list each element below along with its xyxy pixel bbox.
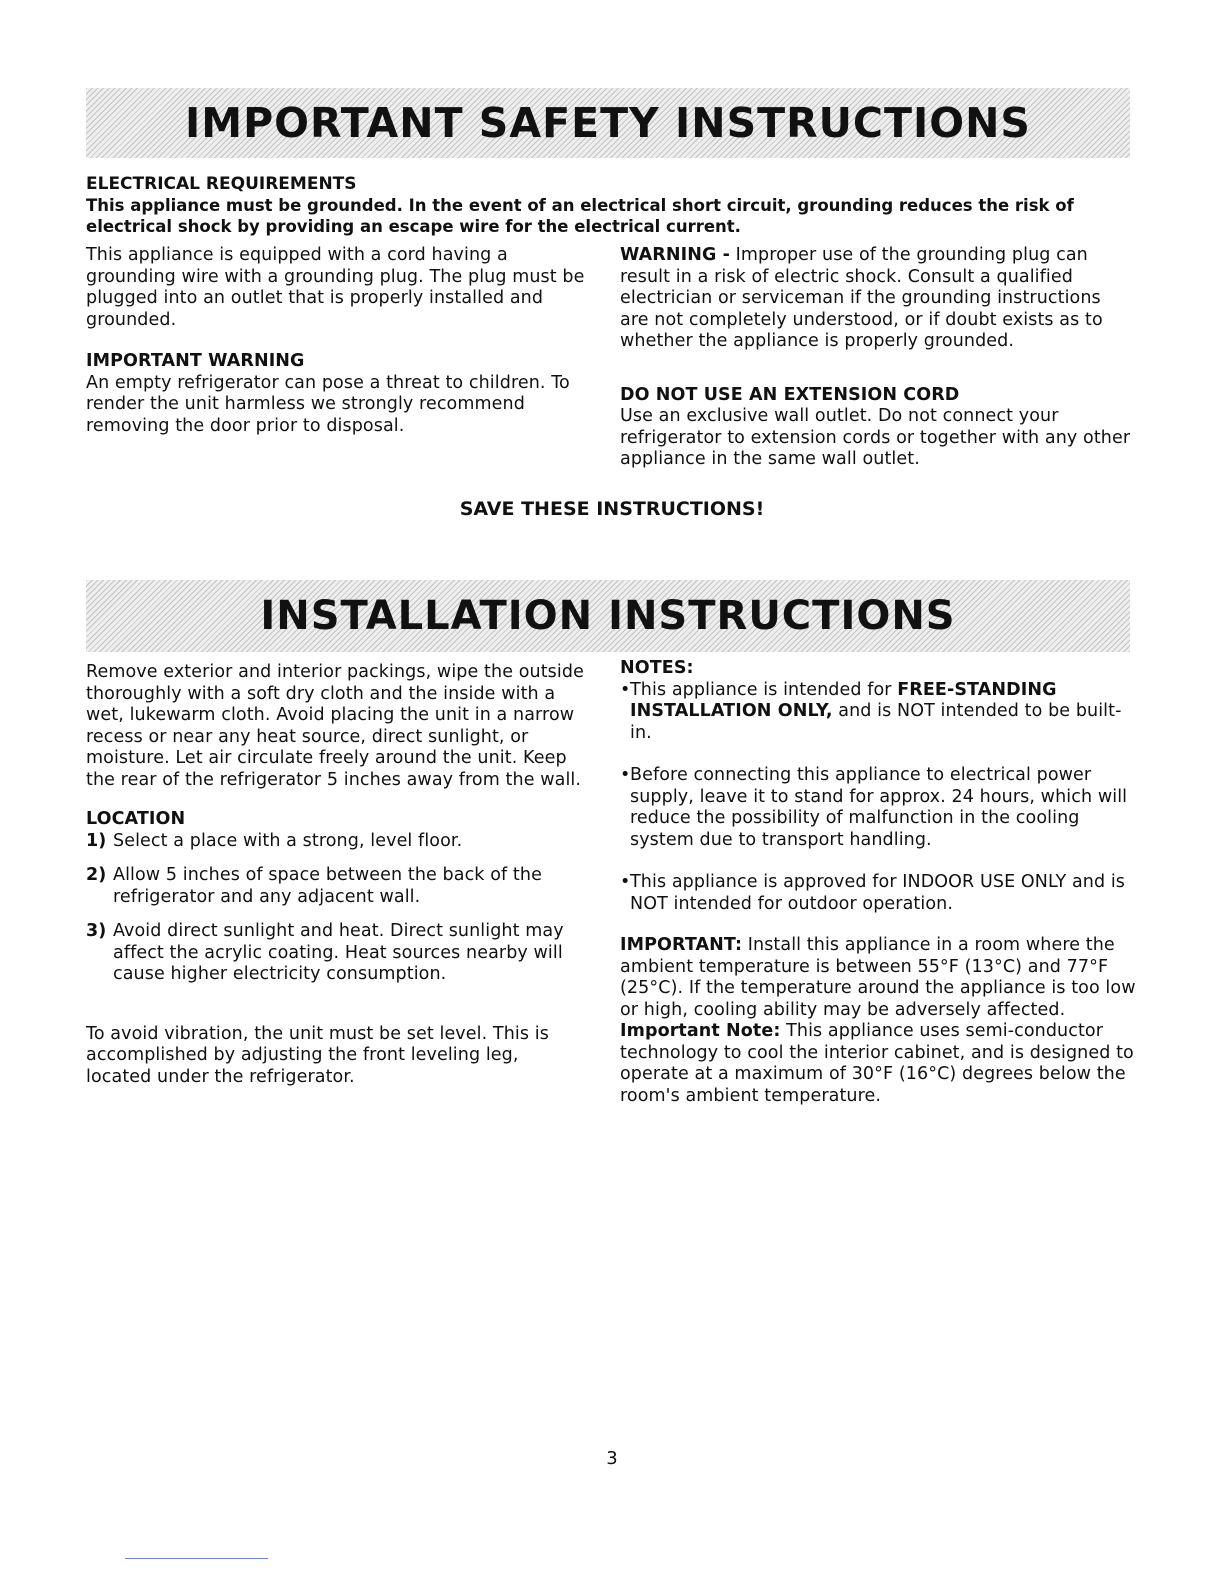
warning-paragraph xyxy=(620,245,1135,353)
page-number: 3 xyxy=(606,1448,618,1469)
important-note-paragraph xyxy=(620,1021,1140,1107)
important-note-label: Important Note: xyxy=(620,1021,781,1041)
important-label: IMPORTANT: xyxy=(620,935,743,955)
location-step xyxy=(86,921,586,986)
bullet-icon: • xyxy=(620,872,631,892)
installation-intro: Remove exterior and interior packings, wipe the outside thoroughly with a soft dry cloth and the inside with a wet, lukewarm cloth. Avoid placing the unit in a narrow recess or near any heat source, direct sunlight, or moisture. Let air circulate freely around the unit. Keep the rear of the refrigerator 5 inches away from the wall. xyxy=(86,662,584,790)
save-instructions-text: SAVE THESE INSTRUCTIONS! xyxy=(459,498,765,520)
safety-right-column xyxy=(620,245,1135,471)
step-text: Allow 5 inches of space between the back of the refrigerator and any adjacent wall. xyxy=(113,865,542,907)
bullet-icon: • xyxy=(620,679,631,700)
cord-text: This appliance is equipped with a cord having a grounding wire with a grounding plug. The plug must be plugged into an outlet that is properly installed and grounded. xyxy=(86,245,585,330)
important-text: Install this appliance in a room where the ambient temperature is between 55°F (13°C) and 77°F (25°C). If the temperature around the appliance is too low or high, cooling ability may be adversely affected. xyxy=(620,935,1136,1020)
important-paragraph xyxy=(620,935,1140,1021)
important-note-text: This appliance uses semi-conductor technology to cool the interior cabinet, and is designed to operate at a maximum of 30°F (16°C) degrees below the room's ambient temperature. xyxy=(620,1021,1134,1106)
warning-text: Improper use of the grounding plug can result in a risk of electric shock. Consult a qualified electrician or serviceman if the grounding instructions are not completely understood, or if doubt exists as to whether the appliance is properly grounded. xyxy=(620,245,1103,351)
vibration-text: To avoid vibration, the unit must be set level. This is accomplished by adjusting the front leveling leg, located under the refrigerator. xyxy=(86,1023,549,1087)
warning-label: WARNING - xyxy=(620,245,730,265)
step-number: 3) xyxy=(86,921,107,941)
safety-banner: IMPORTANT SAFETY INSTRUCTIONS xyxy=(86,88,1130,158)
footer-rule xyxy=(125,1558,268,1559)
installation-right-column xyxy=(620,658,1140,1107)
note-text: This appliance is intended for FREE-STANDING INSTALLATION ONLY, and is NOT intended to be built-in. xyxy=(630,679,1122,743)
notes-heading: NOTES: xyxy=(620,658,694,678)
step-text: Avoid direct sunlight and heat. Direct sunlight may affect the acrylic coating. Heat sources nearby will cause higher electricity consumption. xyxy=(113,921,564,984)
location-step xyxy=(86,865,586,908)
note-item xyxy=(620,680,1140,745)
important-warning-heading: IMPORTANT WARNING xyxy=(86,351,305,371)
important-warning-text: An empty refrigerator can pose a threat to children. To render the unit harmless we strongly recommend removing the door prior to disposal. xyxy=(86,372,570,436)
installation-left-column xyxy=(86,662,586,1088)
electrical-requirements-heading: ELECTRICAL REQUIREMENTS xyxy=(86,174,357,194)
step-text: Select a place with a strong, level floor. xyxy=(113,830,463,851)
electrical-lead-text: This appliance must be grounded. In the event of an electrical short circuit, grounding reduces the risk of electrical shock by providing an escape wire for the electrical current. xyxy=(86,196,1074,236)
note-item xyxy=(620,872,1140,915)
extension-cord-text: Use an exclusive wall outlet. Do not connect your refrigerator to extension cords or together with any other appliance in the same wall outlet. xyxy=(620,406,1131,469)
extension-cord-heading: DO NOT USE AN EXTENSION CORD xyxy=(620,384,960,405)
step-number: 1) xyxy=(86,830,107,851)
location-heading: LOCATION xyxy=(86,809,186,829)
step-number: 2) xyxy=(86,865,107,885)
note-text: Before connecting this appliance to electrical power supply, leave it to stand for approx. 24 hours, which will reduce the possibility of malfunction in the cooling system due to transport handling. xyxy=(630,765,1128,850)
note-text: This appliance is approved for INDOOR USE ONLY and is NOT intended for outdoor operation. xyxy=(630,872,1126,914)
location-step xyxy=(86,831,586,853)
installation-banner: INSTALLATION INSTRUCTIONS xyxy=(86,580,1130,652)
note-item xyxy=(620,765,1140,851)
bullet-icon: • xyxy=(620,765,631,785)
safety-left-column xyxy=(86,245,586,437)
